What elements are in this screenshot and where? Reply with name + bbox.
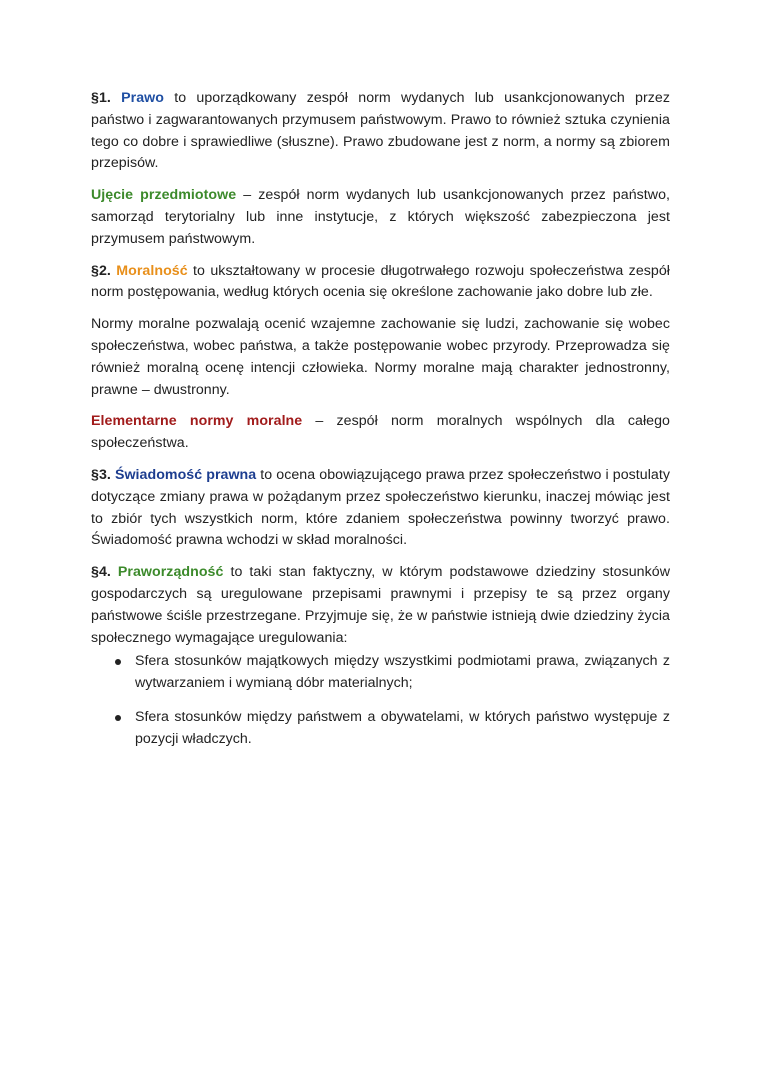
term-swiadomosc-prawna: Świadomość prawna — [114, 466, 257, 483]
section-4-paragraph — [91, 562, 670, 649]
section-number: §1. — [91, 90, 111, 106]
term-praworzadnosc: Praworządność — [117, 564, 224, 581]
term-ujecie-przedmiotowe: Ujęcie przedmiotowe — [91, 187, 237, 204]
paragraph-text: – zespół norm moralnych wspólnych dla całego społeczeństwa. — [91, 413, 670, 452]
paragraph-text: to taki stan faktyczny, w którym podstawowe dziedziny stosunków gospodarczych są uregulowane przepisami prawnymi i przepisy te są przez organy państwowe ściśle przestrzegane. Przyjmuje się, że w państwie istnieją dwie dziedziny życia społecznego wymagające uregulowania: — [91, 564, 670, 646]
term-elementarne-normy-moralne: Elementarne normy moralne — [91, 413, 303, 430]
paragraph-text: to ocena obowiązującego prawa przez społeczeństwo i postulaty dotyczące zmiany prawa w pożądanym przez społeczeństwo kierunku, inaczej mówiąc jest to zbiór tych wszystkich norm, które zdaniem społeczeństwa powinny tworzyć prawo. Świadomość prawna wchodzi w skład moralności. — [91, 466, 671, 549]
term-prawo: Prawo — [121, 90, 164, 106]
section-1b-paragraph — [91, 185, 670, 250]
list-item-text: Sfera stosunków między państwem a obywatelami, w których państwo występuje z pozycji władczych. — [135, 708, 670, 747]
paragraph-text: Normy moralne pozwalają ocenić wzajemne zachowanie się ludzi, zachowanie się wobec społeczeństwa, wobec państwa, a także postępowanie wobec przyrody. Przeprowadza się również moralną ocenę intencji człowieka. Normy moralne mają charakter jednostronny, prawne – dwustronny. — [91, 316, 670, 398]
section-3-paragraph — [91, 465, 670, 552]
section-2b-paragraph — [91, 314, 670, 401]
bullet-icon — [115, 659, 121, 665]
list-item-text: Sfera stosunków majątkowych między wszystkimi podmiotami prawa, związanych z wytwarzaniem i wymianą dóbr materialnych; — [135, 653, 670, 692]
term-moralnosc: Moralność — [116, 262, 188, 279]
bullet-list — [91, 651, 670, 750]
paragraph-text: to uporządkowany zespół norm wydanych lub usankcjonowanych przez państwo i zagwarantowanych przymusem państwowym. Prawo to również sztuka czynienia tego co dobre i sprawiedliwe (słuszne). Prawo zbudowane jest z norm, a normy są zbiorem przepisów. — [91, 90, 670, 172]
paragraph-text: – zespół norm wydanych lub usankcjonowanych przez państwo, samorząd terytorialny lub inne instytucje, z których większość zabezpieczona jest przymusem państwowym. — [91, 187, 670, 247]
section-2-paragraph — [91, 261, 670, 305]
section-number: §3. — [91, 466, 111, 483]
list-item — [115, 651, 670, 695]
section-2c-paragraph — [91, 411, 670, 455]
list-item — [115, 707, 670, 751]
paragraph-text: to ukształtowany w procesie długotrwałego rozwoju społeczeństwa zespół norm postępowania, według których ocenia się określone zachowanie jako dobre lub złe. — [91, 262, 670, 301]
bullet-icon — [115, 715, 121, 721]
section-number: §2. — [91, 262, 111, 279]
section-1-paragraph — [91, 88, 670, 175]
section-number: §4. — [91, 564, 111, 581]
